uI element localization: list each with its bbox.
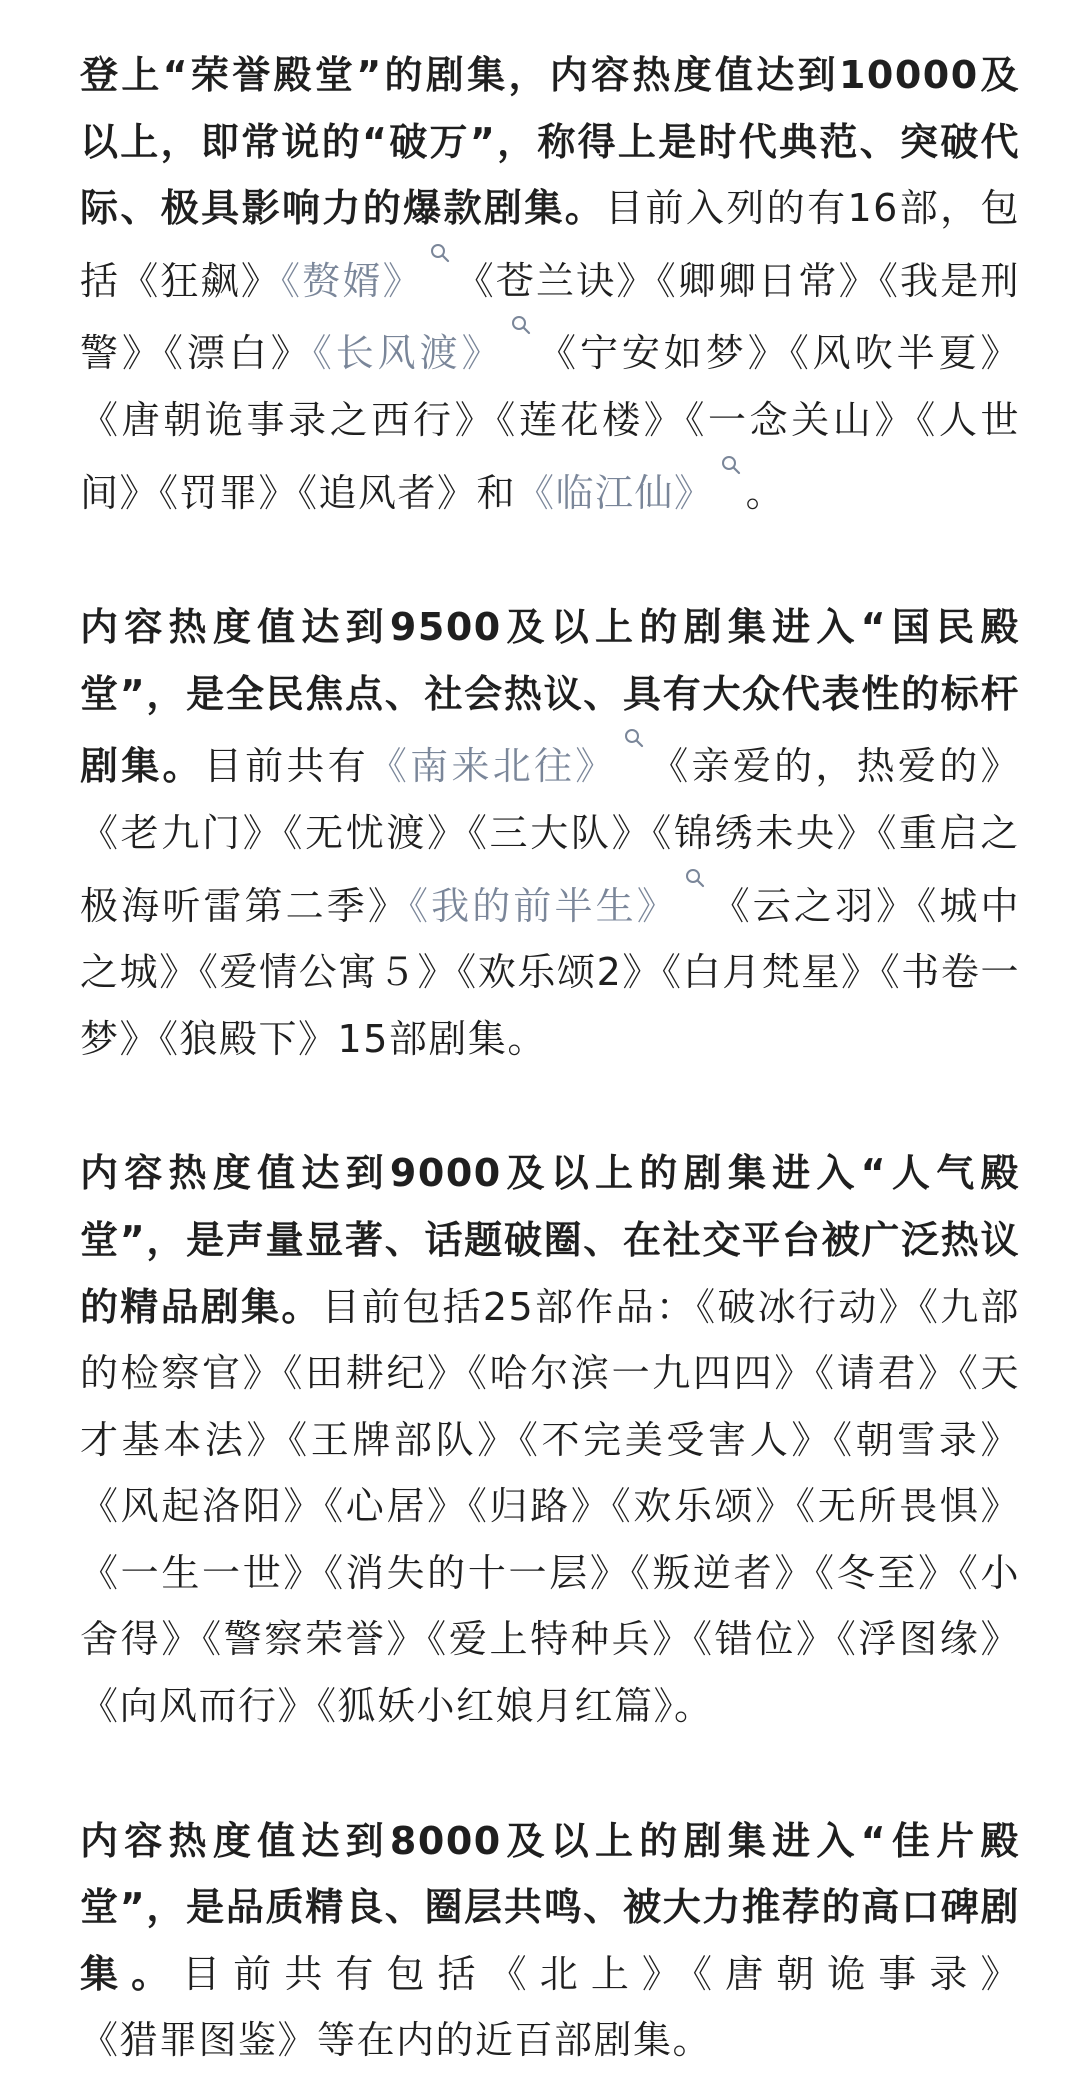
paragraph-intro: 目前共有: [203, 744, 369, 789]
drama-title: 《欢乐颂》: [611, 1484, 797, 1529]
drama-title: 《苍兰诀》: [454, 258, 657, 303]
drama-title: 《唐朝诡事录之西行》: [80, 397, 497, 442]
drama-title: 《追风者》和: [298, 470, 517, 515]
drama-title: 《不完美受害人》: [518, 1417, 833, 1462]
drama-title: 《警察荣誉》: [202, 1617, 428, 1662]
search-icon[interactable]: [510, 314, 532, 336]
search-icon[interactable]: [720, 454, 742, 476]
paragraph-tail: 等在内的近百部剧集。: [317, 2018, 713, 2063]
drama-title-link[interactable]: 《我的前半生》: [409, 883, 678, 928]
paragraph: [80, 594, 1020, 1072]
paragraph-tail: 15部剧集。: [337, 1016, 547, 1061]
drama-title: 《爱上特种兵》: [427, 1617, 693, 1662]
drama-title: 《小舍得》: [80, 1550, 1020, 1662]
paragraph-lead: 内容热度值达到8000及以上的剧集进入“佳片殿堂”，是品质精良、圈层共鸣、被大力推荐的高口碑剧集。: [80, 1818, 1020, 1996]
drama-title: 《天才基本法》: [80, 1351, 1020, 1462]
drama-title: 《心居》: [324, 1484, 468, 1529]
search-icon[interactable]: [684, 867, 706, 889]
drama-title: 《一生一世》: [80, 1550, 325, 1595]
paragraph-lead: 内容热度值达到9500及以上的剧集进入“国民殿堂”，是全民焦点、社会热议、具有大众代表性的标杆剧集。: [80, 605, 1020, 789]
drama-title: 《宁安如梦》: [535, 331, 790, 376]
drama-title: 《三大队》: [467, 810, 653, 855]
drama-title: 《人世间》: [80, 397, 1020, 515]
paragraph: [80, 42, 1020, 526]
drama-title: 《书卷一梦》: [80, 950, 1020, 1061]
drama-title: 《消失的十一层》: [324, 1550, 631, 1595]
drama-title: 《重启之极海听雷第二季》: [80, 810, 1020, 928]
drama-title: 《罚罪》: [159, 470, 299, 515]
drama-title: 《无所畏惧》: [796, 1484, 1020, 1529]
drama-title: 《锦绣未央》: [652, 810, 878, 855]
drama-title: 《王牌部队》: [288, 1417, 519, 1462]
drama-title: 《浮图缘》: [836, 1617, 1020, 1662]
drama-title-link[interactable]: 《南来北往》: [368, 744, 617, 789]
paragraph-intro: 目前入列的有16部，包括: [80, 186, 1020, 303]
paragraph-lead: 登上“荣誉殿堂”的剧集，内容热度值达到10000及以上，即常说的“破万”，称得上是时代典范、突破代际、极具影响力的爆款剧集。: [80, 53, 1020, 231]
drama-title: 《城中之城》: [80, 883, 1020, 995]
drama-title: 《叛逆者》: [630, 1550, 816, 1595]
paragraph: [80, 1808, 1020, 2074]
drama-title: 《卿卿日常》: [656, 258, 879, 303]
drama-title: 《莲花楼》: [496, 397, 686, 442]
drama-title: 《朝雪录》: [832, 1417, 1020, 1462]
paragraph-lead: 内容热度值达到9000及以上的剧集进入“人气殿堂”，是声量显著、话题破圈、在社交平台被广泛热议的精品剧集。: [80, 1151, 1020, 1329]
drama-title-link[interactable]: 《临江仙》: [516, 470, 714, 515]
paragraph-tail: 。: [745, 470, 786, 515]
drama-title: 《归路》: [467, 1484, 612, 1529]
drama-title: 《狐妖小红娘月红篇》: [317, 1684, 675, 1729]
drama-title: 《欢乐颂2》: [457, 950, 662, 995]
drama-title: 《风起洛阳》: [80, 1484, 325, 1529]
drama-title-link[interactable]: 《赘婿》: [281, 258, 423, 303]
drama-title: 《唐朝诡事录》: [692, 1951, 1020, 1996]
drama-title: 《九部的检察官》: [80, 1284, 1020, 1396]
drama-title: 《田耕纪》: [283, 1351, 468, 1396]
drama-title: 《一念关山》: [685, 397, 917, 442]
drama-title: 《我是刑警》: [80, 258, 1020, 376]
drama-title-link[interactable]: 《长风渡》: [312, 331, 504, 376]
search-icon[interactable]: [623, 727, 645, 749]
drama-title: 《破冰行动》: [696, 1284, 919, 1329]
drama-title: 《狼殿下》: [159, 1016, 338, 1061]
search-icon[interactable]: [429, 242, 451, 264]
drama-title: 《风吹半夏》: [789, 331, 1020, 376]
drama-title: 《老九门》: [80, 810, 284, 855]
drama-title: 《哈尔滨一九四四》: [467, 1351, 816, 1396]
paragraph: [80, 1140, 1020, 1739]
drama-title: 《向风而行》: [80, 1684, 318, 1729]
drama-title: 《冬至》: [815, 1550, 959, 1595]
paragraph-intro: 目前包括25部作品：: [321, 1284, 697, 1329]
paragraph-tail: 。: [674, 1684, 714, 1729]
drama-title: 《漂白》: [163, 331, 313, 376]
drama-title: 《爱情公寓５》: [198, 950, 458, 995]
drama-title: 《亲爱的，热爱的》: [648, 744, 1020, 789]
drama-title: 《错位》: [692, 1617, 837, 1662]
paragraph-intro: 目前共有包括: [182, 1951, 489, 1996]
drama-title: 《请君》: [815, 1351, 959, 1396]
article-body: [80, 42, 1020, 2074]
drama-title: 《无忧渡》: [283, 810, 468, 855]
drama-title: 《狂飙》: [120, 258, 282, 303]
drama-title: 《白月梵星》: [661, 950, 881, 995]
drama-title: 《北上》: [488, 1951, 693, 1996]
drama-title: 《云之羽》: [709, 883, 918, 928]
drama-title: 《猎罪图鉴》: [80, 2018, 318, 2063]
